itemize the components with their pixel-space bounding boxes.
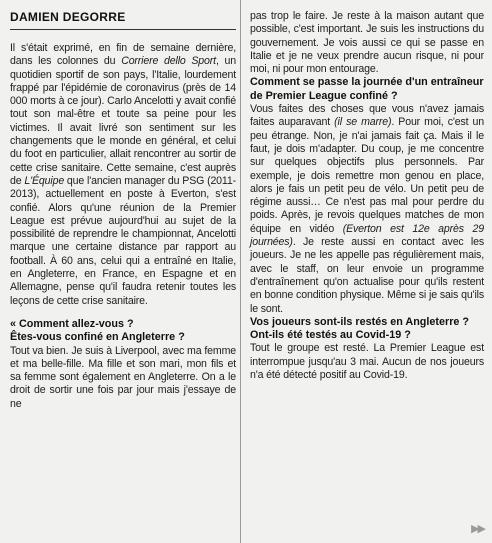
author-byline: DAMIEN DEGORRE <box>10 10 236 30</box>
question-1-line-1: « Comment allez-vous ? <box>10 317 134 330</box>
continue-arrow-icon: ▶▶ <box>471 523 484 535</box>
question-1-line-2: Êtes-vous confiné en Angleterre ? <box>10 331 185 344</box>
answer-2-text-1: Vous faites des choses que vous n'avez jamais faites auparavant <box>250 103 484 129</box>
answer-1-right: pas trop le faire. Je reste à la maison autant que possible, c'est important. Je suis les instructions du gouvernement. Je vois aussi ce qui se passe en Italie et je ne veux prendre aucun risque, ni pour moi, ni pour mon entourage. <box>250 10 484 76</box>
answer-2-text-3: . Je reste aussi en contact avec les joueurs. Je ne les appelle pas régulièrement mais, avec le staff, on leur envoie un programme d'entraînement qu'on actualise pour qu'ils restent en bonne condition physique. Même si je sais qu'ils le sont. <box>250 236 484 315</box>
left-column <box>10 0 236 411</box>
column-divider <box>240 0 241 543</box>
right-column <box>250 0 484 382</box>
newspaper-title-lequipe: L'Équipe <box>24 174 65 187</box>
question-2: Comment se passe la journée d'un entraîneur de Premier League confiné ? <box>250 76 484 102</box>
newspaper-title-corriere: Corriere dello Sport <box>121 55 216 68</box>
answer-1-left: Tout va bien. Je suis à Liverpool, avec ma femme et ma belle-fille. Ma fille et son mari, mon fils et sa femme sont également en Angleterre. On a le droit de sortir une fois par jour mais j'essaye de ne <box>10 344 236 410</box>
intro-text-1: Il s'était exprimé, en fin de semaine dernière, dans les colonnes du <box>10 42 236 68</box>
intro-paragraph <box>10 42 236 308</box>
intro-text-3: que l'ancien manager du PSG (2011-2013), actuellement en poste à Everton, s'est confié. Alors qu'une réunion de la Premier League est prévue aujourd'hui au sujet de la possibilité de reprendre le championnat, Ancelotti marque une certaine distance par rapport au football. À 60 ans, celui qui a entraîné en Italie, en Angleterre, en France, en Espagne et en Allemagne, pense qu'il faudra retenir toutes les leçons de cette crise sanitaire. <box>10 174 236 307</box>
question-3: Vos joueurs sont-ils restés en Angleterre ? Ont-ils été testés au Covid-19 ? <box>250 315 469 342</box>
answer-3: Tout le groupe est resté. La Premier League est interrompue jusqu'au 3 mai. Aucun de nos joueurs n'a été détecté positif au Covid-19. <box>250 342 484 382</box>
intro-text-2: , un quotidien sportif de son pays, l'Italie, lourdement frappé par l'épidémie de coronavirus (près de 14 000 morts à ce jour). Carlo Ancelotti y avait confié tout son mal-être et toute sa peine pour les victimes. Il avait livré son sentiment sur les changements que le monde en général, et celui du foot en particulier, allait rencontrer au sortir de cette crise sanitaire. Cette semaine, c'est auprès de <box>10 55 237 187</box>
answer-2-aside-2: (Everton est 12e après 29 journées) <box>250 222 484 249</box>
answer-2 <box>250 103 484 316</box>
answer-2-text-2: . Pour moi, c'est un peu étrange. Non, je n'ai jamais fait ça. Mais il le faut, je dois m'adapter. Du coup, je me concentre sur quelques objectifs plus personnels. Par exemple, je dois remettre mon genou en place, alors je fais un petit peu de vélo. Un petit peu de régime aussi… Ce n'est pas mal pour perdre du poids. Après, je revois quelques matches de mon équipe en vidéo <box>250 116 484 235</box>
answer-2-aside: (il se marre) <box>334 116 392 129</box>
question-1 <box>10 318 236 345</box>
